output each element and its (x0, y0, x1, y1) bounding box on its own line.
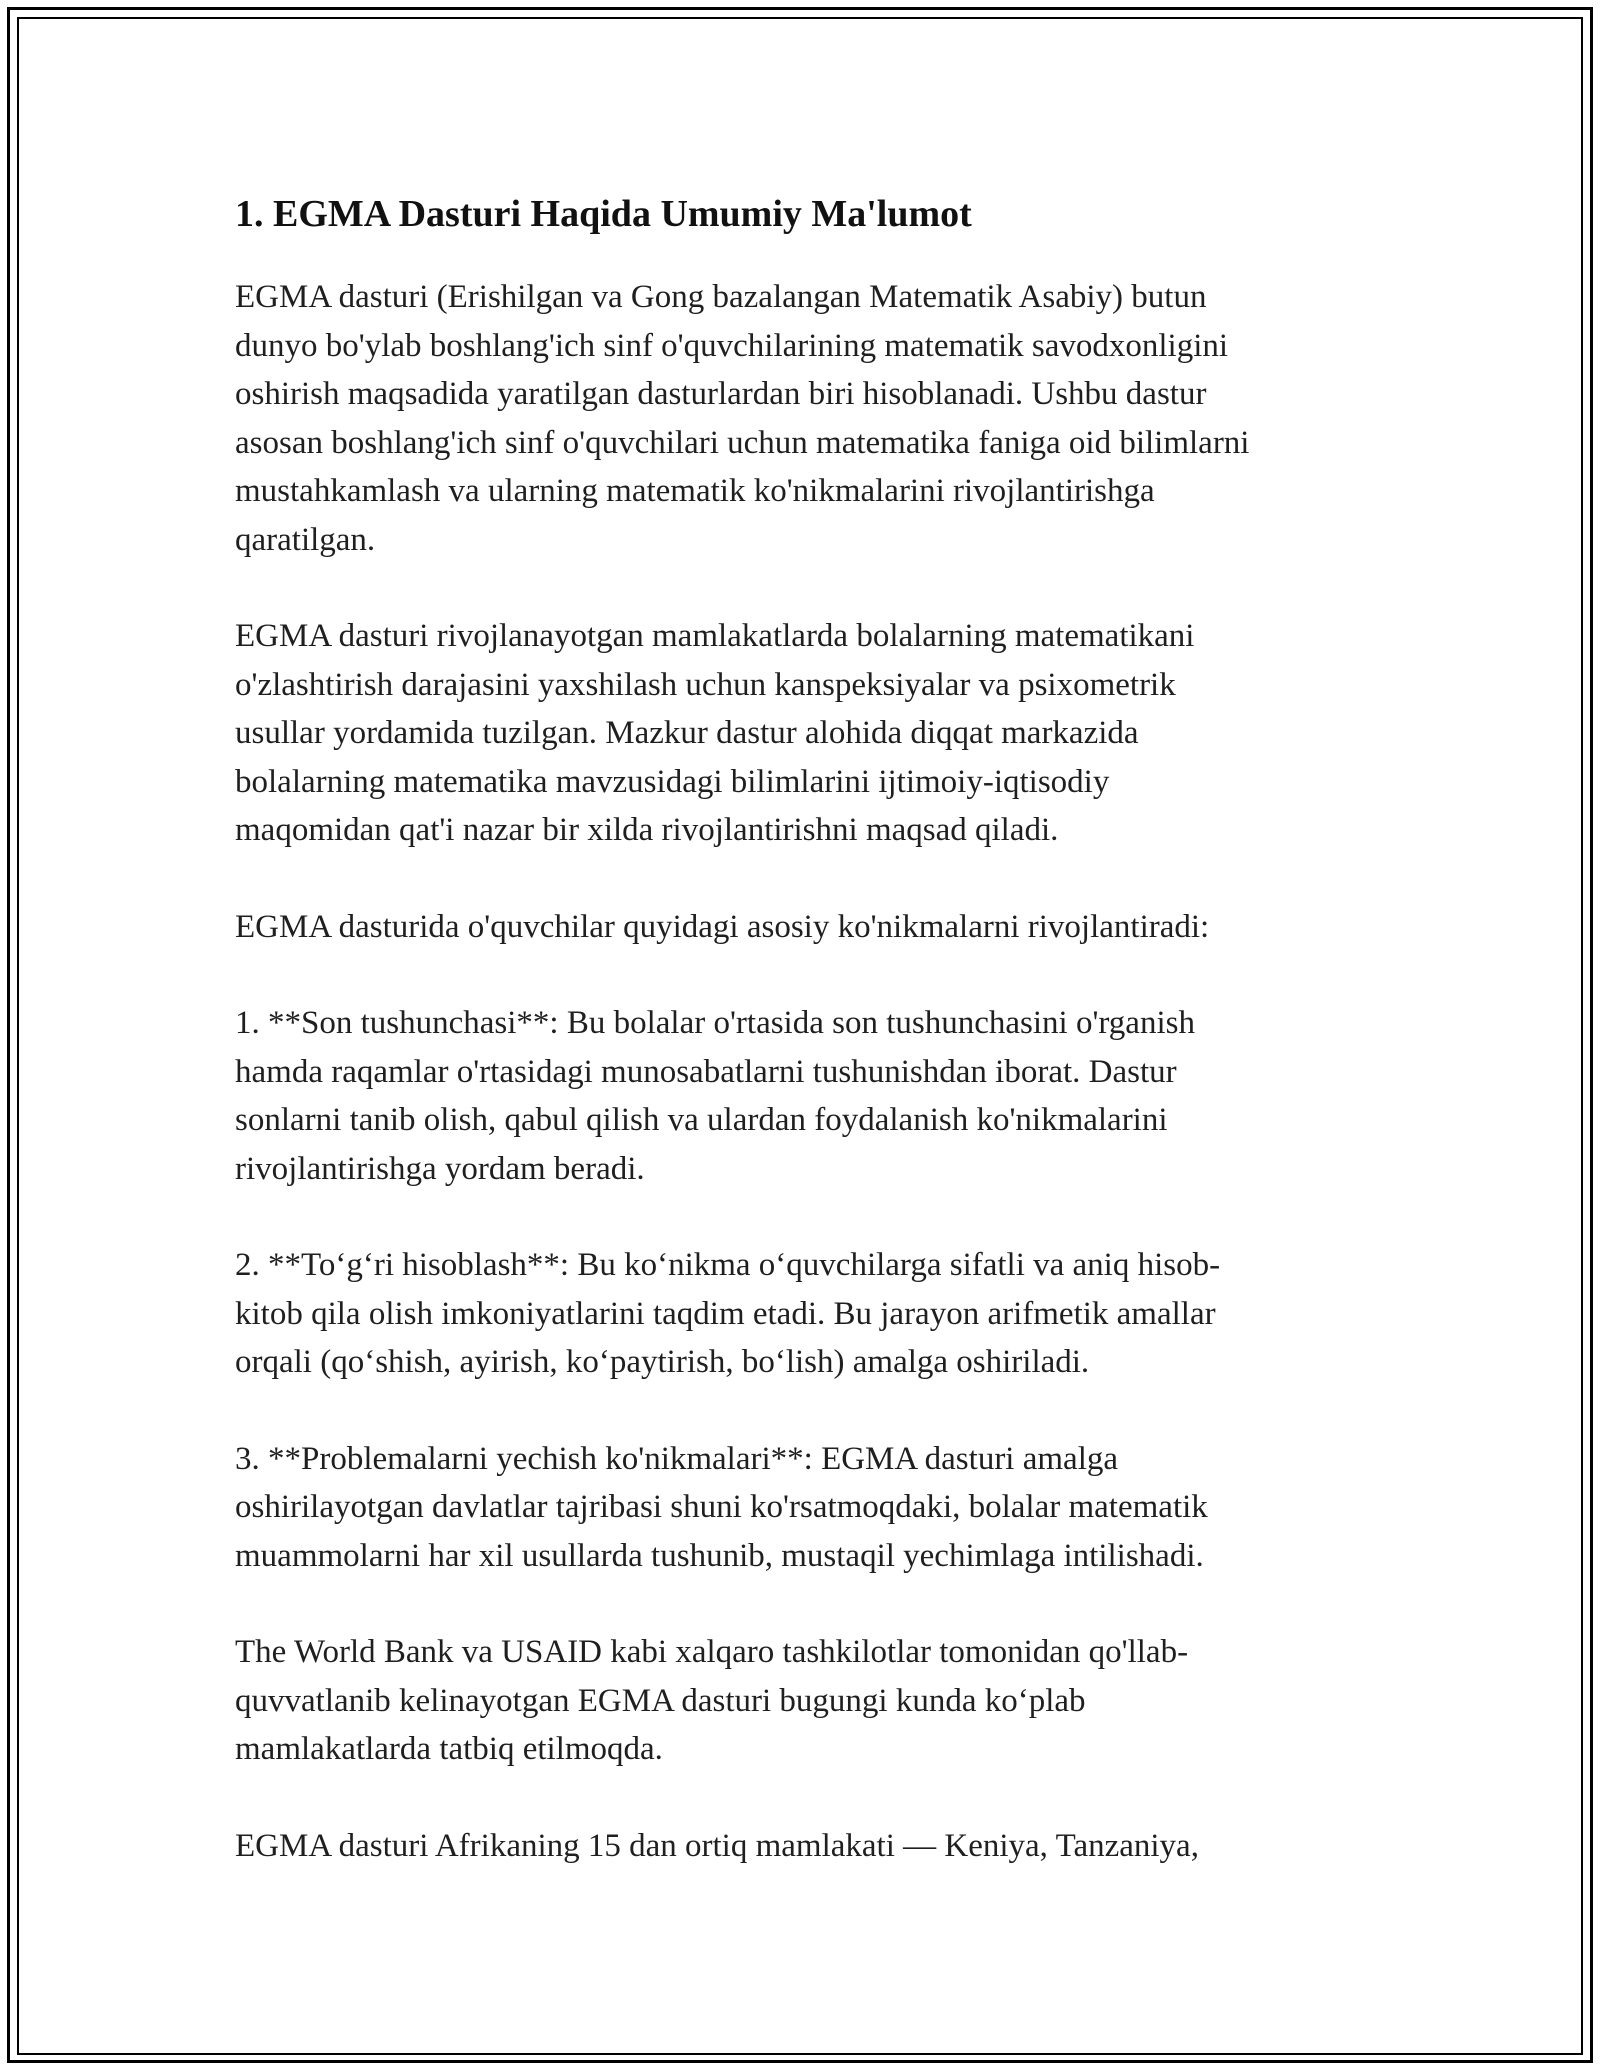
paragraph-intro: EGMA dasturi (Erishilgan va Gong bazalangan Matematik Asabiy) butun dunyo bo'ylab boshlang'ich sinf o'quvchilarining matematik savodxonligini oshirish maqsadida yaratilgan dasturlardan biri hisoblanadi. Ushbu dastur asosan boshlang'ich sinf o'quvchilari uchun matematika faniga oid bilimlarni mustahkamlash va ularning matematik ko'nikmalarini rivojlantirishga qaratilgan. (235, 279, 1250, 558)
list-item-calculation: 2. **To‘g‘ri hisoblash**: Bu ko‘nikma o‘quvchilarga sifatli va aniq hisob- kitob qila olish imkoniyatlarini taqdim etadi. Bu jarayon arifmetik amallar orqali (qo‘shish, ayirish, ko‘paytirish, bo‘lish) amalga oshiriladi. (235, 1247, 1221, 1380)
section-heading: 1. EGMA Dasturi Haqida Umumiy Ma'lumot (235, 193, 972, 235)
list-item-problem-solving: 3. **Problemalarni yechish ko'nikmalari**: EGMA dasturi amalga oshirilayotgan davlatlar tajribasi shuni ko'rsatmoqdaki, bolalar matematik muammolarni har xil usullarda tushunib, mustaqil yechimlaga intilishadi. (235, 1440, 1208, 1574)
document-body (235, 185, 1370, 1918)
paragraph-purpose: EGMA dasturi rivojlanayotgan mamlakatlarda bolalarning matematikani o'zlashtirish darajasini yaxshilash uchun kanspeksiyalar va psixometrik usullar yordamida tuzilgan. Mazkur dastur alohida diqqat markazida bolalarning matematika mavzusidagi bilimlarini ijtimoiy-iqtisodiy maqomidan qat'i nazar bir xilda rivojlantirishni maqsad qiladi. (235, 618, 1195, 848)
paragraph-skills-intro: EGMA dasturida o'quvchilar quyidagi asosiy ko'nikmalarni rivojlantiradi: (235, 908, 1210, 945)
list-item-number-concept: 1. **Son tushunchasi**: Bu bolalar o'rtasida son tushunchasini o'rganish hamda raqamlar o'rtasidagi munosabatlarni tushunishdan iborat. Dastur sonlarni tanib olish, qabul qilish va ulardan foydalanish ko'nikmalarini rivojlantirishga yordam beradi. (235, 1005, 1195, 1187)
paragraph-support: The World Bank va USAID kabi xalqaro tashkilotlar tomonidan qo'llab- quvvatlanib kelinayotgan EGMA dasturi bugungi kunda ko‘plab mamlakatlarda tatbiq etilmoqda. (235, 1634, 1189, 1767)
paragraph-africa: EGMA dasturi Afrikaning 15 dan ortiq mamlakati — Keniya, Tanzaniya, (235, 1827, 1199, 1864)
